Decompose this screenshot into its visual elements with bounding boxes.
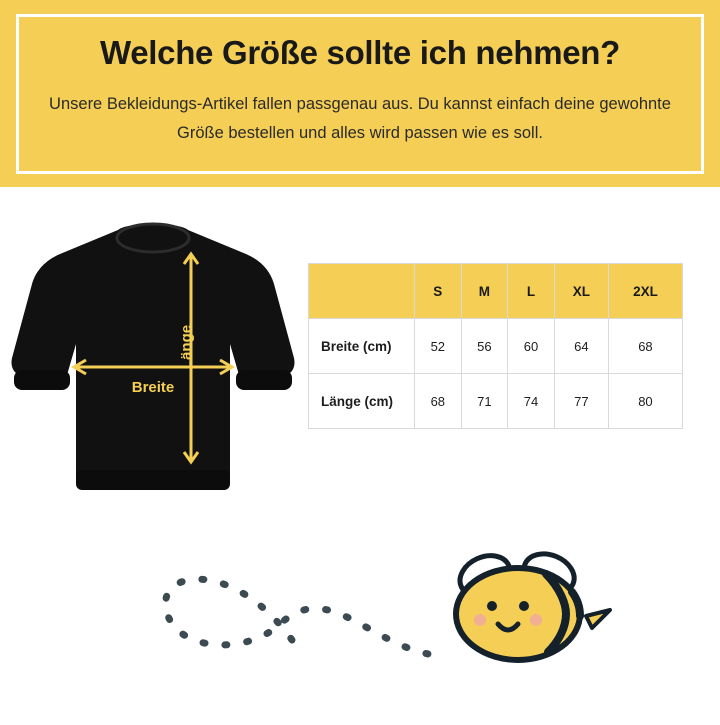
cell-breite-2xl: 68 (608, 319, 682, 374)
cell-laenge-m: 71 (461, 374, 508, 429)
garment-illustration (8, 212, 298, 512)
size-table-body (309, 319, 683, 429)
dashed-flight-path-icon (165, 579, 440, 656)
sweatshirt-icon (8, 212, 298, 512)
column-header-s: S (415, 264, 462, 319)
cell-laenge-2xl: 80 (608, 374, 682, 429)
size-table (308, 263, 683, 429)
page-subtitle: Unsere Bekleidungs-Artikel fallen passgenau aus. Du kannst einfach deine gewohnte Größe bestellen und alles wird passen wie es soll. (49, 95, 671, 142)
bee-icon (454, 547, 610, 660)
cell-laenge-s: 68 (415, 374, 462, 429)
table-header-row (309, 264, 683, 319)
cell-breite-xl: 64 (554, 319, 608, 374)
width-label: Breite (131, 379, 175, 396)
row-header-laenge: Länge (cm) (309, 374, 415, 429)
column-header-m: M (461, 264, 508, 319)
bee-illustration-area (0, 520, 720, 720)
length-label: Länge (178, 324, 195, 370)
main-content (0, 187, 720, 532)
cell-laenge-l: 74 (508, 374, 555, 429)
header-frame (16, 14, 704, 174)
table-row (309, 374, 683, 429)
row-header-breite: Breite (cm) (309, 319, 415, 374)
column-header-xl: XL (554, 264, 608, 319)
page-title: Welche Größe sollte ich nehmen? (99, 34, 621, 71)
column-header-2xl: 2XL (608, 264, 682, 319)
cell-breite-l: 60 (508, 319, 555, 374)
table-row (309, 319, 683, 374)
column-header-l: L (508, 264, 555, 319)
cell-breite-m: 56 (461, 319, 508, 374)
cell-laenge-xl: 77 (554, 374, 608, 429)
cell-breite-s: 52 (415, 319, 462, 374)
size-table-head (309, 264, 683, 319)
header-banner (0, 0, 720, 187)
table-corner-cell (309, 264, 415, 319)
